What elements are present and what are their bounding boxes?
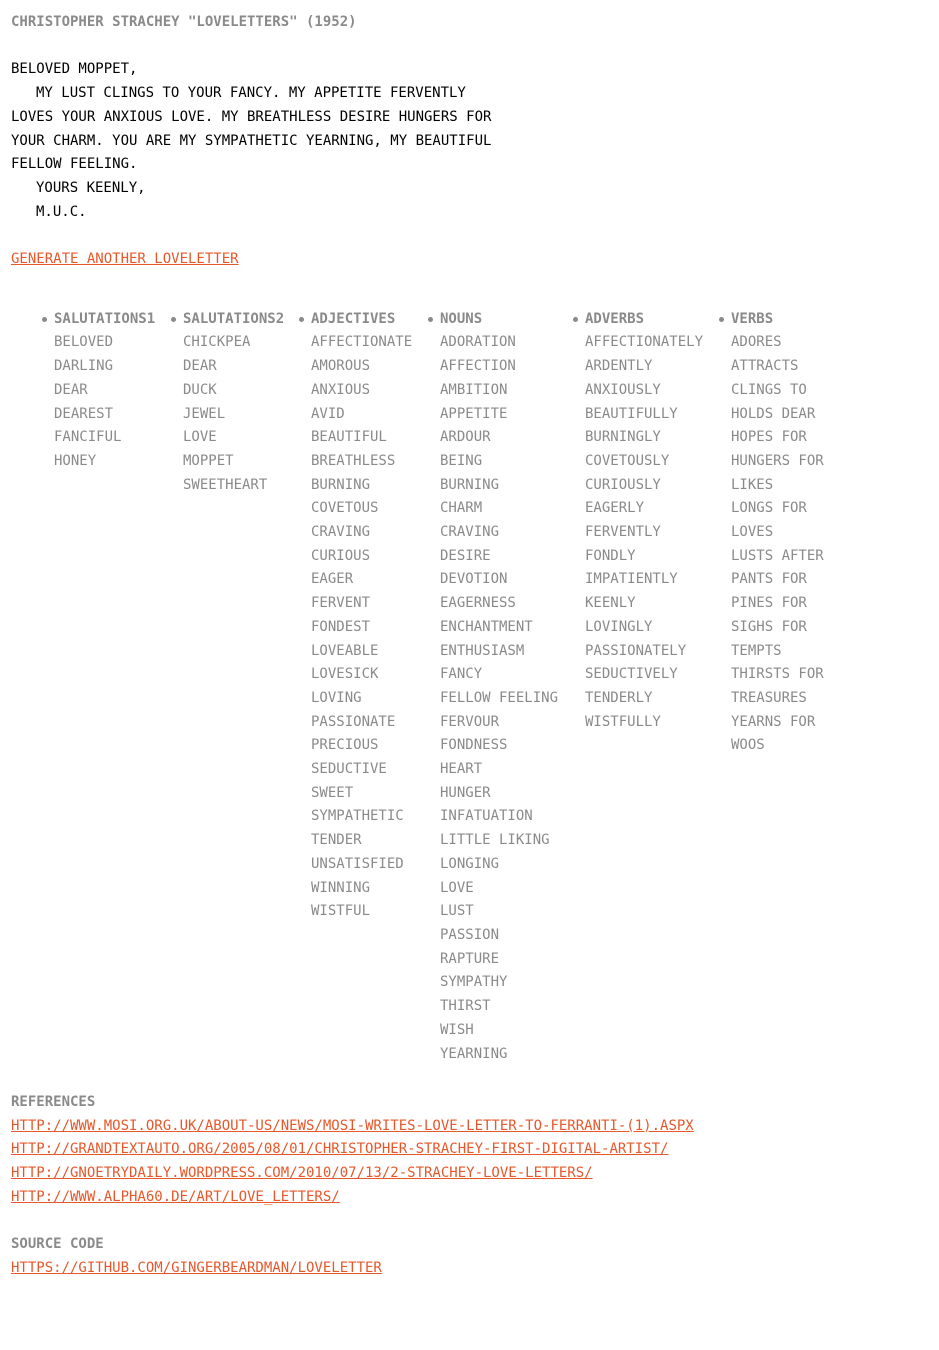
word-list-item: BEAUTIFUL <box>311 429 387 446</box>
word-list-item: BEAUTIFULLY <box>585 405 678 422</box>
word-list-item: TEMPTS <box>731 642 782 659</box>
word-list-item: HOLDS DEAR <box>731 405 816 422</box>
word-list-item: AVID <box>311 405 345 422</box>
letter-closing: YOURS KEENLY, <box>36 179 146 196</box>
word-list-item: BREATHLESS <box>311 452 396 469</box>
word-list-item: LIKES <box>731 476 774 493</box>
word-list-item: DEAR <box>183 358 217 375</box>
word-list-item: CHICKPEA <box>183 334 251 351</box>
word-list-item: HEART <box>440 761 483 778</box>
word-list-item: LOVINGLY <box>585 618 653 635</box>
word-list-item: FERVENTLY <box>585 524 661 541</box>
word-list-nouns <box>440 308 558 1067</box>
word-list-adjectives <box>311 308 412 924</box>
word-list-item: SWEETHEART <box>183 476 268 493</box>
word-list-item: INFATUATION <box>440 808 533 825</box>
word-list-item: HONEY <box>54 452 97 469</box>
word-list-item: THIRSTS FOR <box>731 666 824 683</box>
word-list-item: COVETOUSLY <box>585 452 670 469</box>
word-list-item: ANXIOUS <box>311 381 371 398</box>
word-list-item: ADORES <box>731 334 782 351</box>
word-list-item: PASSIONATE <box>311 713 396 730</box>
word-list-item: SIGHS FOR <box>731 618 807 635</box>
letter-body: MY LUST CLINGS TO YOUR FANCY. MY APPETITE FERVENTLY LOVES YOUR ANXIOUS LOVE. MY BREATHLESS DESIRE HUNGERS FOR YOUR CHARM. YOU ARE MY SYMPATHETIC YEARNING, MY BEAUTIFUL FELLOW FEELING. <box>11 85 492 173</box>
word-list-item: PASSION <box>440 926 500 943</box>
references-label: REFERENCES <box>11 1094 96 1110</box>
word-list-item: THIRST <box>440 998 491 1015</box>
word-list-item: BURNINGLY <box>585 429 661 446</box>
word-list-item: DARLING <box>54 358 114 375</box>
word-list-item: LONGS FOR <box>731 500 807 517</box>
word-list-item: BEING <box>440 452 483 469</box>
word-list-item: SEDUCTIVE <box>311 761 387 778</box>
word-list-item: LOVES <box>731 524 774 541</box>
word-list-item: LOVEABLE <box>311 642 379 659</box>
source-code-section <box>11 1233 382 1280</box>
word-list-item: AMBITION <box>440 381 508 398</box>
word-list-heading: ADJECTIVES <box>311 308 412 332</box>
word-list-salutations2 <box>183 308 284 498</box>
word-list-item: FANCY <box>440 666 483 683</box>
word-list-item: FONDEST <box>311 618 371 635</box>
word-list-item: RAPTURE <box>440 950 500 967</box>
word-list-item: CHARM <box>440 500 483 517</box>
word-list-item: EAGERNESS <box>440 595 516 612</box>
letter-salutation: BELOVED MOPPET, <box>11 61 138 78</box>
word-list-heading: VERBS <box>731 308 824 332</box>
word-list-item: LOVESICK <box>311 666 379 683</box>
reference-link-mosi[interactable]: HTTP://WWW.MOSI.ORG.UK/ABOUT-US/NEWS/MOSI-WRITES-LOVE-LETTER-TO-FERRANTI-(1).ASPX <box>11 1117 694 1134</box>
word-list-item: LUSTS AFTER <box>731 547 824 564</box>
word-list-item: CURIOUS <box>311 547 371 564</box>
source-code-label: SOURCE CODE <box>11 1236 104 1252</box>
word-list-item: ENCHANTMENT <box>440 618 533 635</box>
word-list-item: SYMPATHETIC <box>311 808 404 825</box>
word-list-item: BURNING <box>440 476 500 493</box>
word-list-item: WISH <box>440 1021 474 1038</box>
reference-link-gnoetrydaily[interactable]: HTTP://GNOETRYDAILY.WORDPRESS.COM/2010/07/13/2-STRACHEY-LOVE-LETTERS/ <box>11 1165 593 1182</box>
word-list-item: FANCIFUL <box>54 429 122 446</box>
word-list-heading: SALUTATIONS1 <box>54 308 155 332</box>
word-list-item: WISTFUL <box>311 903 371 920</box>
word-list-item: TENDER <box>311 832 362 849</box>
word-list-item: BURNING <box>311 476 371 493</box>
word-list-item: EAGER <box>311 571 354 588</box>
word-list-item: DUCK <box>183 381 217 398</box>
word-list-adverbs <box>585 308 703 735</box>
word-list-item: ARDENTLY <box>585 358 653 375</box>
word-list-item: LOVE <box>440 879 474 896</box>
word-list-item: EAGERLY <box>585 500 645 517</box>
word-list-item: CRAVING <box>311 524 371 541</box>
word-list-heading: NOUNS <box>440 308 558 332</box>
word-list-item: IMPATIENTLY <box>585 571 678 588</box>
love-letter <box>11 58 931 224</box>
word-list-item: FERVENT <box>311 595 371 612</box>
word-list-item: ATTRACTS <box>731 358 799 375</box>
word-list-item: CURIOUSLY <box>585 476 661 493</box>
word-list-item: TREASURES <box>731 689 807 706</box>
word-list-item: MOPPET <box>183 452 234 469</box>
word-list-item: AFFECTION <box>440 358 516 375</box>
word-list-item: YEARNING <box>440 1045 508 1062</box>
word-list-item: LITTLE LIKING <box>440 832 550 849</box>
word-list-verbs <box>731 308 824 758</box>
word-list-item: ADORATION <box>440 334 516 351</box>
word-list-item: ENTHUSIASM <box>440 642 525 659</box>
word-list-item: FONDLY <box>585 547 636 564</box>
word-list-item: AFFECTIONATELY <box>585 334 704 351</box>
word-list-item: SYMPATHY <box>440 974 508 991</box>
word-list-item: FELLOW FEELING <box>440 689 559 706</box>
word-list-item: LOVING <box>311 689 362 706</box>
word-list-item: KEENLY <box>585 595 636 612</box>
word-list-item: FONDNESS <box>440 737 508 754</box>
word-list-heading: SALUTATIONS2 <box>183 308 284 332</box>
word-list-item: PRECIOUS <box>311 737 379 754</box>
word-list-item: DEAR <box>54 381 88 398</box>
word-list-item: ARDOUR <box>440 429 491 446</box>
word-list-item: COVETOUS <box>311 500 379 517</box>
references-section <box>11 1091 694 1210</box>
word-list-item: YEARNS FOR <box>731 713 816 730</box>
word-list-item: PASSIONATELY <box>585 642 687 659</box>
letter-signature: M.U.C. <box>36 203 87 220</box>
word-list-item: SWEET <box>311 784 354 801</box>
word-list-item: DEAREST <box>54 405 114 422</box>
word-list-item: FERVOUR <box>440 713 500 730</box>
word-list-item: HUNGERS FOR <box>731 452 824 469</box>
page-content <box>11 11 931 1098</box>
word-list-salutations1 <box>54 308 155 474</box>
word-list-item: BELOVED <box>54 334 114 351</box>
word-list-heading: ADVERBS <box>585 308 703 332</box>
word-list-item: UNSATISFIED <box>311 855 404 872</box>
reference-link-alpha60[interactable]: HTTP://WWW.ALPHA60.DE/ART/LOVE_LETTERS/ <box>11 1188 340 1205</box>
page-title: CHRISTOPHER STRACHEY "LOVELETTERS" (1952) <box>11 14 357 30</box>
word-list-item: AMOROUS <box>311 358 371 375</box>
word-list-item: DESIRE <box>440 547 491 564</box>
reference-link-grandtextauto[interactable]: HTTP://GRANDTEXTAUTO.ORG/2005/08/01/CHRISTOPHER-STRACHEY-FIRST-DIGITAL-ARTIST/ <box>11 1141 669 1158</box>
word-list-item: JEWEL <box>183 405 226 422</box>
word-list-item: CRAVING <box>440 524 500 541</box>
word-list-item: WOOS <box>731 737 765 754</box>
word-list-item: WINNING <box>311 879 371 896</box>
word-lists <box>11 308 931 1098</box>
word-list-item: LOVE <box>183 429 217 446</box>
word-list-item: ANXIOUSLY <box>585 381 661 398</box>
generate-another-loveletter-link[interactable]: GENERATE ANOTHER LOVELETTER <box>11 251 239 267</box>
word-list-item: HUNGER <box>440 784 491 801</box>
word-list-item: HOPES FOR <box>731 429 807 446</box>
word-list-item: TENDERLY <box>585 689 653 706</box>
word-list-item: LUST <box>440 903 474 920</box>
source-code-link[interactable]: HTTPS://GITHUB.COM/GINGERBEARDMAN/LOVELETTER <box>11 1259 382 1276</box>
word-list-item: CLINGS TO <box>731 381 807 398</box>
word-list-item: LONGING <box>440 855 500 872</box>
word-list-item: SEDUCTIVELY <box>585 666 678 683</box>
word-list-item: AFFECTIONATE <box>311 334 413 351</box>
word-list-item: WISTFULLY <box>585 713 661 730</box>
word-list-item: DEVOTION <box>440 571 508 588</box>
word-list-item: APPETITE <box>440 405 508 422</box>
word-list-item: PANTS FOR <box>731 571 807 588</box>
word-list-item: PINES FOR <box>731 595 807 612</box>
